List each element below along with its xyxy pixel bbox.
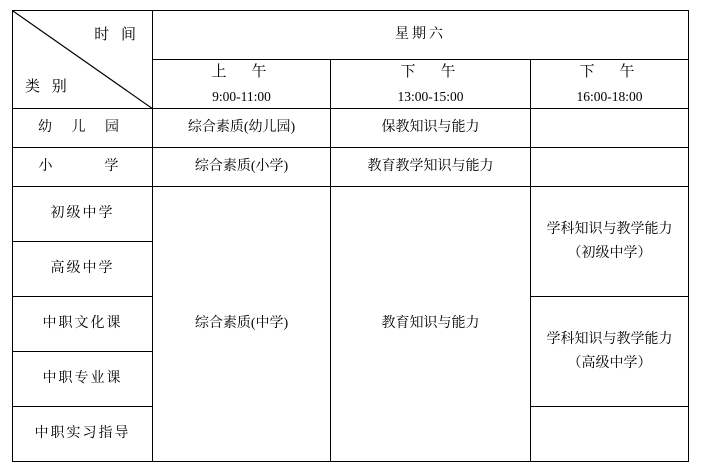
- time-axis-label: 时 间: [94, 27, 140, 43]
- slot-time-morning: 9:00-11:00: [212, 88, 271, 104]
- row-label-vocational-internship: 中职实习指导: [13, 407, 153, 462]
- slot-header-morning: [153, 60, 331, 109]
- cell-primary-afternoon: 教育教学知识与能力: [331, 148, 531, 187]
- table-row: [13, 187, 689, 242]
- corner-header-cell: [13, 11, 153, 109]
- table-row: [13, 109, 689, 148]
- cell-vocational-internship-evening: [531, 407, 689, 462]
- slot-header-evening: [531, 60, 689, 109]
- slot-name-afternoon: 下 午: [400, 64, 461, 80]
- cell-senior-high-evening: [531, 297, 689, 407]
- row-label-vocational-major: 中职专业课: [13, 352, 153, 407]
- day-header: 星期六: [153, 11, 689, 60]
- cell-junior-high-evening: [531, 187, 689, 297]
- cell-junior-high-evening-line2: （初级中学）: [567, 245, 652, 261]
- cell-kindergarten-afternoon: 保教知识与能力: [331, 109, 531, 148]
- cell-senior-high-evening-line2: （高级中学）: [567, 355, 652, 371]
- row-label-senior-high: 高级中学: [13, 242, 153, 297]
- slot-name-evening: 下 午: [579, 64, 640, 80]
- cell-primary-morning: 综合素质(小学): [153, 148, 331, 187]
- cell-kindergarten-evening: [531, 109, 689, 148]
- cell-primary-evening: [531, 148, 689, 187]
- cell-senior-high-evening-line1: 学科知识与教学能力: [546, 331, 673, 347]
- cell-secondary-morning: 综合素质(中学): [153, 187, 331, 462]
- slot-time-evening: 16:00-18:00: [576, 88, 643, 104]
- slot-name-morning: 上 午: [211, 64, 272, 80]
- cell-junior-high-evening-line1: 学科知识与教学能力: [546, 221, 673, 237]
- row-label-kindergarten: 幼 儿 园: [13, 109, 153, 148]
- row-label-junior-high: 初级中学: [13, 187, 153, 242]
- category-axis-label: 类 别: [25, 78, 71, 95]
- slot-header-afternoon: [331, 60, 531, 109]
- table-header-row-1: [13, 11, 689, 60]
- slot-time-afternoon: 13:00-15:00: [397, 88, 464, 104]
- exam-schedule-table: [12, 10, 689, 462]
- table-row: [13, 148, 689, 187]
- cell-secondary-afternoon: 教育知识与能力: [331, 187, 531, 462]
- row-label-vocational-culture: 中职文化课: [13, 297, 153, 352]
- row-label-primary: 小 学: [13, 148, 153, 187]
- cell-kindergarten-morning: 综合素质(幼儿园): [153, 109, 331, 148]
